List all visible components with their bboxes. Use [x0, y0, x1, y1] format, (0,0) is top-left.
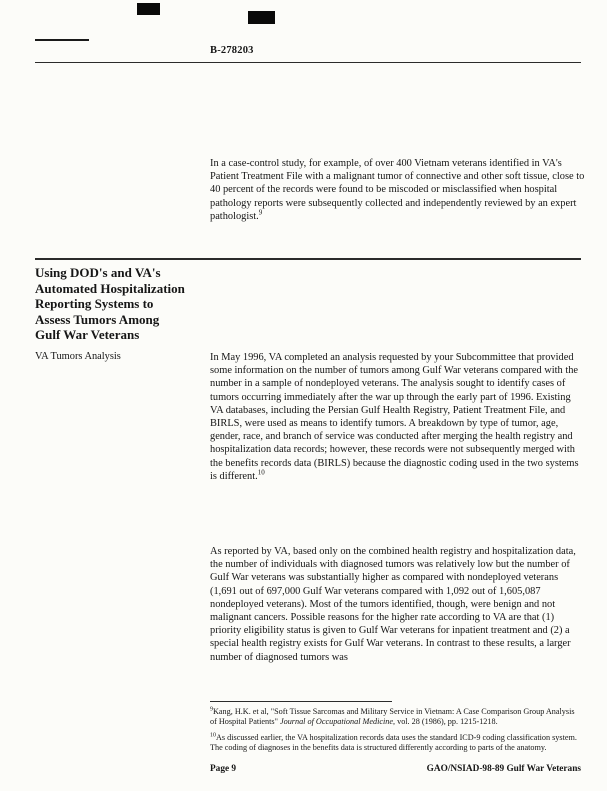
- footnote-marker: 9: [210, 706, 213, 713]
- footnote-text: , vol. 28 (1986), pp. 1215-1218.: [393, 716, 498, 726]
- body-paragraph-1: [210, 351, 586, 483]
- report-number: GAO/NSIAD-98-89 Gulf War Veterans: [426, 764, 581, 774]
- body-paragraph-2: [210, 545, 586, 664]
- footnote-9: [210, 707, 582, 727]
- footnote-text: Kang, H.K. et al, "Soft Tissue Sarcomas and Military Service in Vietnam: A Case Comparison Group Analysis of Hospital Patients": [210, 707, 575, 726]
- footnote-marker: 10: [210, 732, 216, 739]
- page-number: Page 9: [210, 764, 237, 774]
- footnote-journal-title: Journal of Occupational Medicine: [279, 716, 393, 726]
- section-divider-rule: [35, 258, 581, 260]
- paragraph-text: In a case-control study, for example, of over 400 Vietnam veterans identified in VA's Patient Treatment File with a malignant tumor of connective and other soft tissue, close to 40 percent of the records were found to be miscoded or misclassified when hospital pathology reports were subsequently collected and independently reviewed by an expert pathologist.: [210, 158, 585, 222]
- footnote-separator-rule: [210, 701, 392, 702]
- footnote-10: [210, 733, 582, 753]
- section-heading: Using DOD's and VA's Automated Hospitalization Reporting Systems to Assess Tumors Among Gulf War Veterans: [35, 265, 185, 342]
- document-number: B-278203: [210, 45, 254, 56]
- header-rule: [35, 62, 581, 63]
- scan-artifact-line: [35, 39, 89, 41]
- footnote-ref-9: 9: [258, 208, 263, 217]
- paragraph-text: As reported by VA, based only on the combined health registry and hospitalization data, the number of individuals with diagnosed tumors was relatively low but the number of Gulf War veterans was substantially higher as compared with nondeployed veterans (1,691 out of 697,000 Gulf War veterans compared with 1,092 out of 1,605,087 nondeployed veterans). Most of the tumors identified, though, were benign and not malignant cancers. Possible reasons for the higher rate according to VA are that (1) priority eligibility status is given to Gulf War veterans for inpatient treatment and (2) a special health registry exists for Gulf War veterans. In contrast to these results, a larger number of diagnosed tumors was: [210, 546, 576, 663]
- intro-paragraph: [210, 157, 586, 223]
- footnote-ref-10: 10: [257, 468, 265, 477]
- footnote-text: As discussed earlier, the VA hospitalization records data uses the standard ICD-9 coding classification system. The coding of diagnoses in the benefits data is structured differently according to parts of the anatomy.: [210, 733, 577, 752]
- scan-artifact-mark: [137, 3, 160, 15]
- scan-artifact-mark: [248, 11, 275, 24]
- side-label-va-tumors-analysis: VA Tumors Analysis: [35, 351, 121, 362]
- paragraph-text: In May 1996, VA completed an analysis requested by your Subcommittee that provided some information on the number of tumors among Gulf War veterans compared with the number in a sample of nondeployed veterans. The analysis sought to identify cases of tumors occurring immediately after the war up through the early part of 1996. Existing VA databases, including the Persian Gulf Health Registry, Patient Treatment File, and BIRLS, were used as means to identify tumors. A breakdown by type of tumor, age, gender, race, and branch of service was conducted after merging the health registry and hospitalization data records; however, these records were not subsequently merged with the benefits records data (BIRLS) because the diagnostic coding used in the two systems is different.: [210, 352, 579, 482]
- page-footer: [210, 764, 581, 774]
